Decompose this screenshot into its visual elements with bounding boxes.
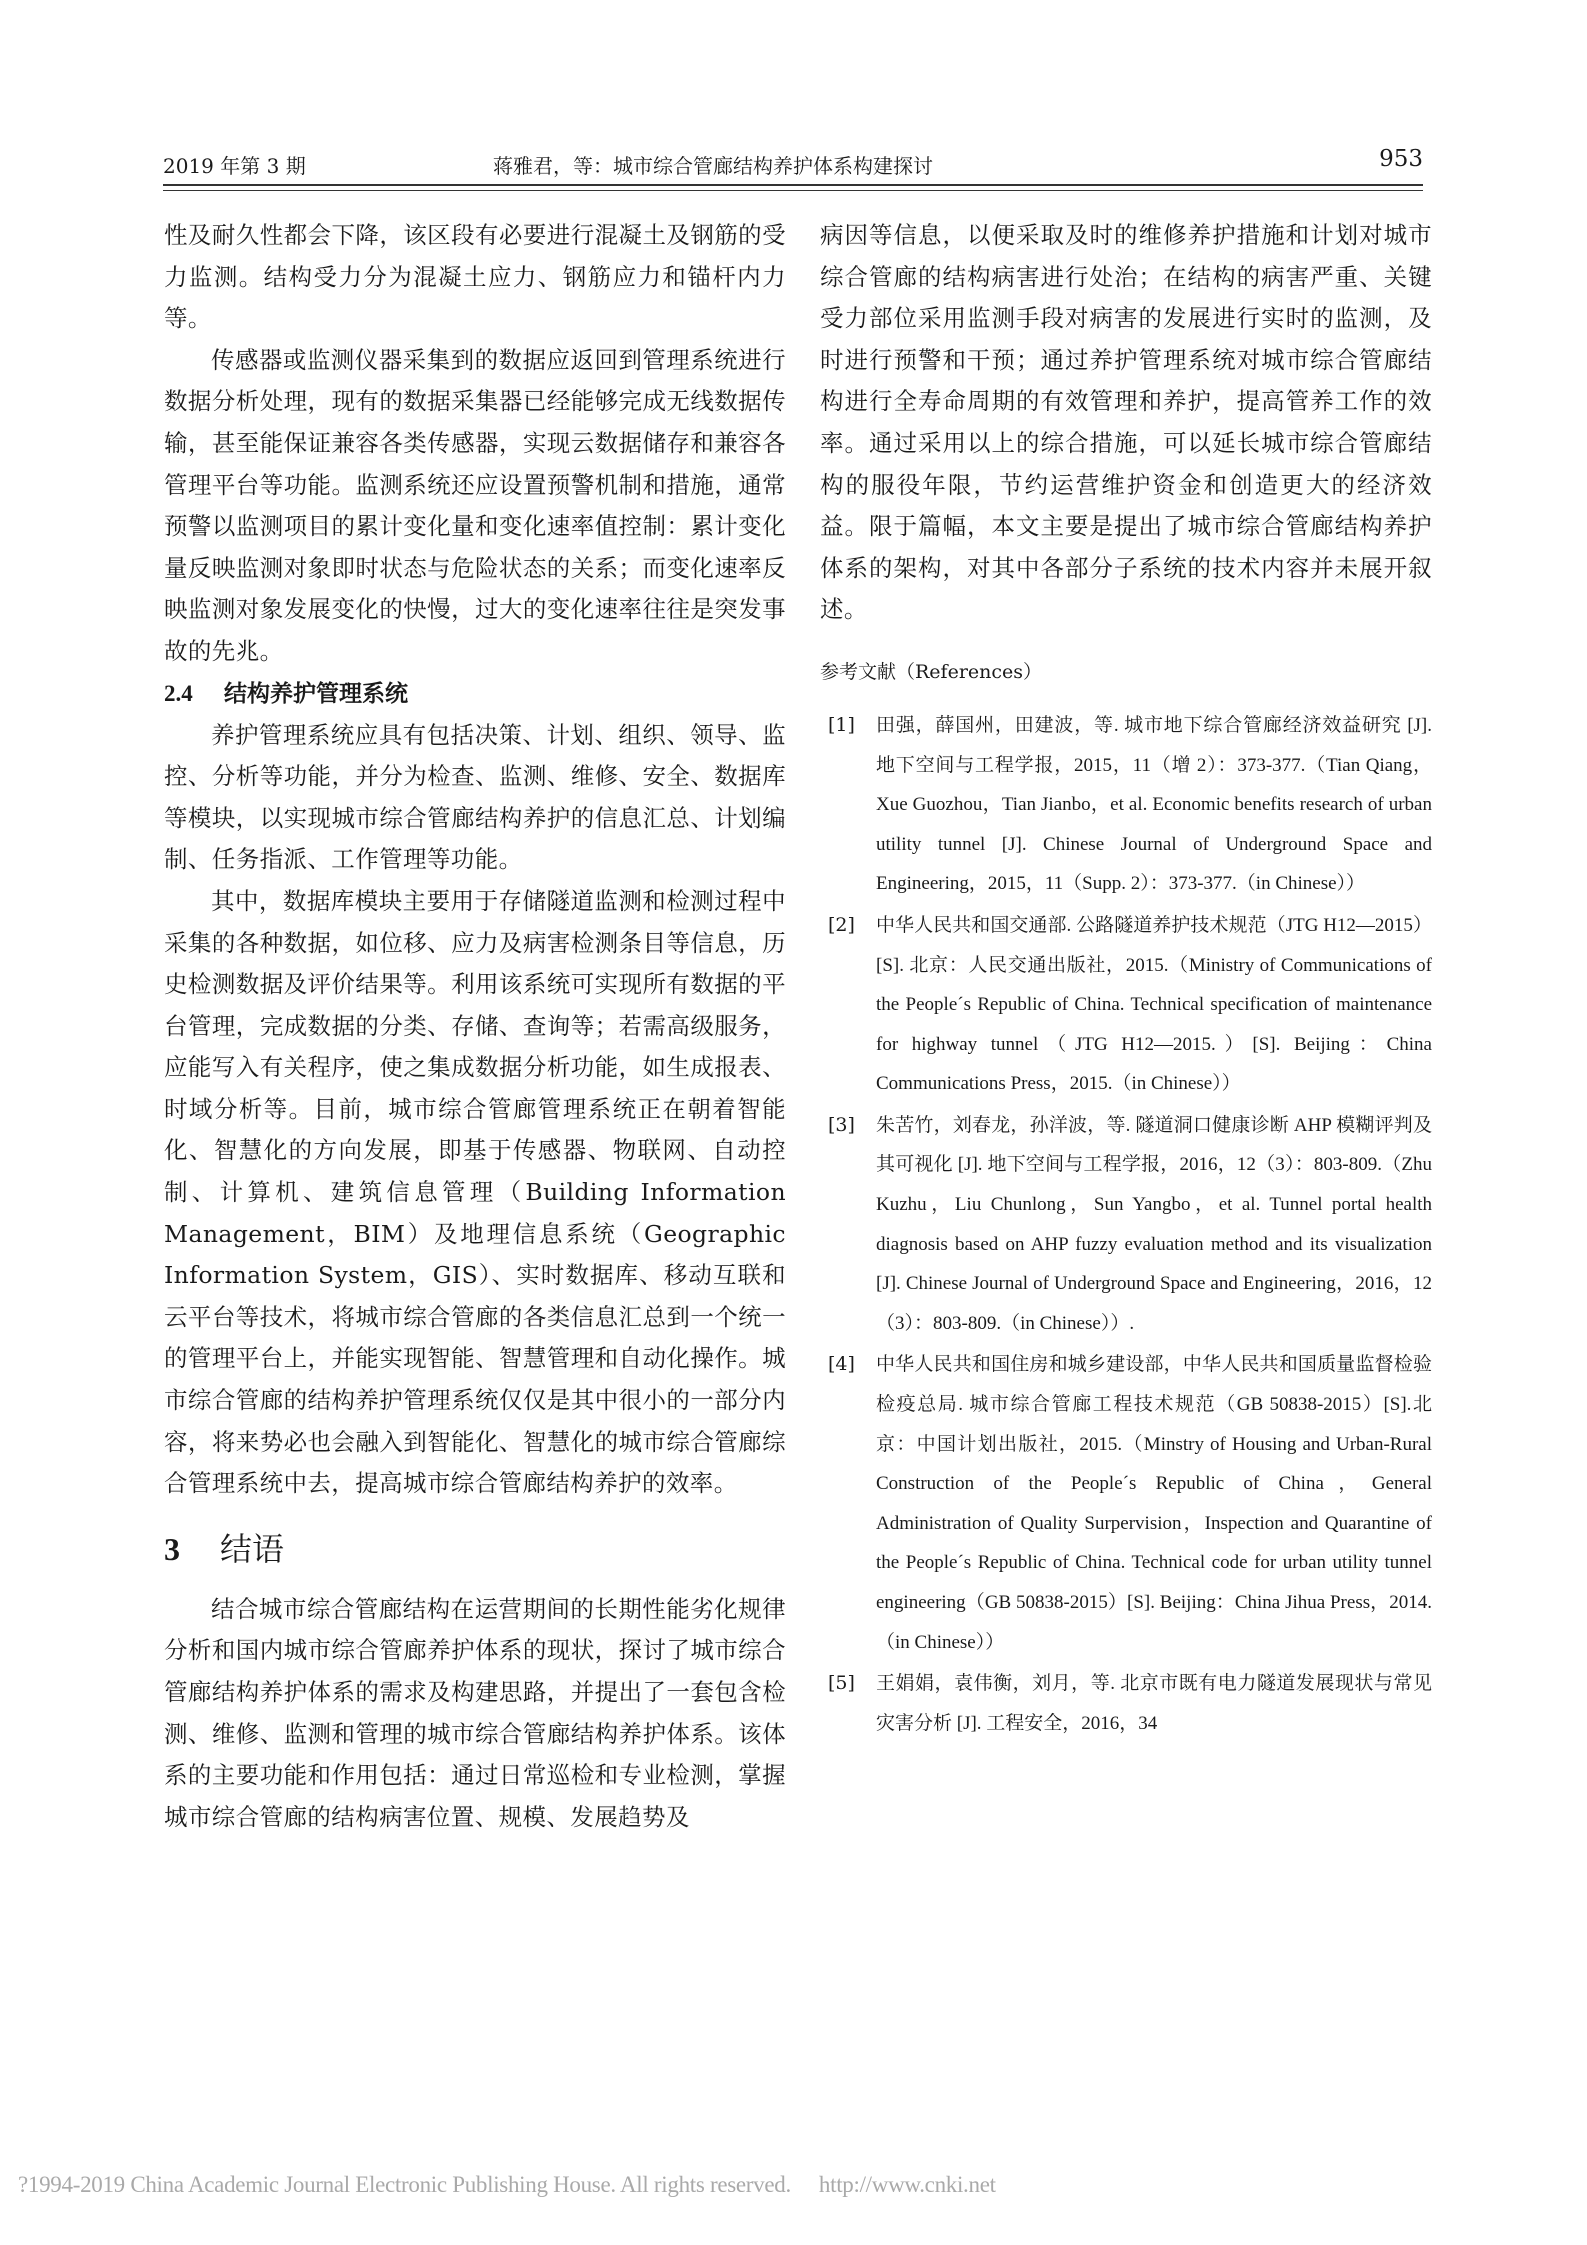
section-title: 结构养护管理系统 [224, 679, 408, 707]
reference-item [820, 1664, 1432, 1743]
page-number: 953 [1379, 146, 1423, 172]
reference-index: [2] [828, 913, 855, 936]
paragraph: 病因等信息，以便采取及时的维修养护措施和计划对城市综合管廊的结构病害进行处治；在结构的病害严重、关键受力部位采用监测手段对病害的发展进行实时的监测，及时进行预警和干预；通过养护管理系统对城市综合管廊结构进行全寿命周期的有效管理和养护，提高管养工作的效率。通过采用以上的综合措施，可以延长城市综合管廊结构的服役年限，节约运营维护资金和创造更大的经济效益。限于篇幅，本文主要是提出了城市综合管廊结构养护体系的架构，对其中各部分子系统的技术内容并未展开叙述。 [820, 221, 1432, 624]
section-heading-2-4 [164, 673, 786, 715]
header-rule-thin [163, 190, 1423, 191]
reference-text: 中华人民共和国住房和城乡建设部，中华人民共和国质量监督检验检疫总局. 城市综合管廊工程技术规范（GB 50838-2015）[S].北京：中国计划出版社，2015.（Minstry of Housing and Urban-Rural Construction of the People´s Republic of China，General Administration of Quality Surpervision，Inspection and Quarantine of the People´s Republic of China. Technical code for urban utility tunnel engineering（GB 50838-2015）[S]. Beijing：China Jihua Press，2014.（in Chinese）） [876, 1354, 1432, 1653]
journal-issue: 2019 年第 3 期 [163, 154, 306, 178]
paragraph: 结合城市综合管廊结构在运营期间的长期性能劣化规律分析和国内城市综合管廊养护体系的现状，探讨了城市综合管廊结构养护体系的需求及构建思路，并提出了一套包含检测、维修、监测和管理的城市综合管廊结构养护体系。该体系的主要功能和作用包括：通过日常巡检和专业检测，掌握城市综合管廊的结构病害位置、规模、发展趋势及 [164, 1594, 786, 1831]
reference-item [820, 1345, 1432, 1662]
reference-text: 王娟娟，袁伟衡，刘月，等. 北京市既有电力隧道发展现状与常见灾害分析 [J]. 工程安全，2016，34 [876, 1673, 1432, 1734]
running-title: 蒋雅君，等：城市综合管廊结构养护体系构建探讨 [493, 154, 933, 178]
references-heading: 参考文献（References） [820, 660, 1043, 683]
reference-text: 田强，薛国州，田建波，等. 城市地下综合管廊经济效益研究 [J]. 地下空间与工程学报，2015，11（增 2）：373-377.（Tian Qiang，Xue Guozhou，Tian Jianbo，et al. Economic benefits research of urban utility tunnel [J]. Chinese Journal of Underground Space and Engineering，2015，11（Supp. 2）：373-377.（in Chinese）） [876, 714, 1432, 895]
reference-index: [1] [828, 713, 855, 736]
paragraph: 性及耐久性都会下降，该区段有必要进行混凝土及钢筋的受力监测。结构受力分为混凝土应力、钢筋应力和锚杆内力等。 [164, 221, 786, 333]
reference-text: 中华人民共和国交通部. 公路隧道养护技术规范（JTG H12—2015）[S]. 北京：人民交通出版社，2015.（Ministry of Communications of the People´s Republic of China. Technical specification of maintenance for highway tunnel（JTG H12—2015.）[S]. Beijing：China Communications Press，2015.（in Chinese）） [876, 914, 1432, 1095]
running-header [163, 146, 1423, 186]
header-rule-thick [163, 184, 1423, 186]
left-column [164, 215, 786, 1838]
reference-item [820, 706, 1432, 904]
reference-item [820, 1106, 1432, 1344]
section-number: 2.4 [164, 680, 193, 706]
footer-url-link[interactable]: http://www.cnki.net [818, 2172, 996, 2197]
reference-item [820, 906, 1432, 1104]
right-column [820, 215, 1432, 1745]
copyright-footer [18, 2172, 996, 2198]
reference-text: 朱苦竹，刘春龙，孙洋波，等. 隧道洞口健康诊断 AHP 模糊评判及其可视化 [J]. 地下空间与工程学报，2016，12（3）：803-809.（Zhu Kuzhu，Liu Chunlong，Sun Yangbo，et al. Tunnel portal health diagnosis based on AHP fuzzy evaluation method and its visualization [J]. Chinese Journal of Underground Space and Engineering，2016，12（3）：803-809.（in Chinese））. [876, 1114, 1432, 1334]
section-title: 结语 [220, 1529, 285, 1568]
paragraph: 养护管理系统应具有包括决策、计划、组织、领导、监控、分析等功能，并分为检查、监测、维修、安全、数据库等模块，以实现城市综合管廊结构养护的信息汇总、计划编制、任务指派、工作管理等功能。 [164, 720, 786, 874]
section-number: 3 [164, 1530, 180, 1567]
reference-index: [5] [828, 1672, 855, 1695]
section-heading-3 [164, 1527, 786, 1571]
reference-index: [4] [828, 1353, 855, 1376]
reference-index: [3] [828, 1113, 855, 1136]
paragraph: 传感器或监测仪器采集到的数据应返回到管理系统进行数据分析处理，现有的数据采集器已经能够完成无线数据传输，甚至能保证兼容各类传感器，实现云数据储存和兼容各管理平台等功能。监测系统还应设置预警机制和措施，通常预警以监测项目的累计变化量和变化速率值控制：累计变化量反映监测对象即时状态与危险状态的关系；而变化速率反映监测对象发展变化的快慢，过大的变化速率往往是突发事故的先兆。 [164, 345, 786, 665]
paragraph: 其中，数据库模块主要用于存储隧道监测和检测过程中采集的各种数据，如位移、应力及病害检测条目等信息，历史检测数据及评价结果等。利用该系统可实现所有数据的平台管理，完成数据的分类、存储、查询等；若需高级服务，应能写入有关程序，使之集成数据分析功能，如生成报表、时域分析等。目前，城市综合管廊管理系统正在朝着智能化、智慧化的方向发展，即基于传感器、物联网、自动控制、计算机、建筑信息管理（Building Information Management，BIM）及地理信息系统（Geographic Information System，GIS）、实时数据库、移动互联和云平台等技术，将城市综合管廊的各类信息汇总到一个统一的管理平台上，并能实现智能、智慧管理和自动化操作。城市综合管廊的结构养护管理系统仅仅是其中很小的一部分内容，将来势必也会融入到智能化、智慧化的城市综合管廊综合管理系统中去，提高城市综合管廊结构养护的效率。 [164, 886, 786, 1498]
copyright-text: ?1994-2019 China Academic Journal Electronic Publishing House. All rights reserved. [18, 2172, 791, 2197]
